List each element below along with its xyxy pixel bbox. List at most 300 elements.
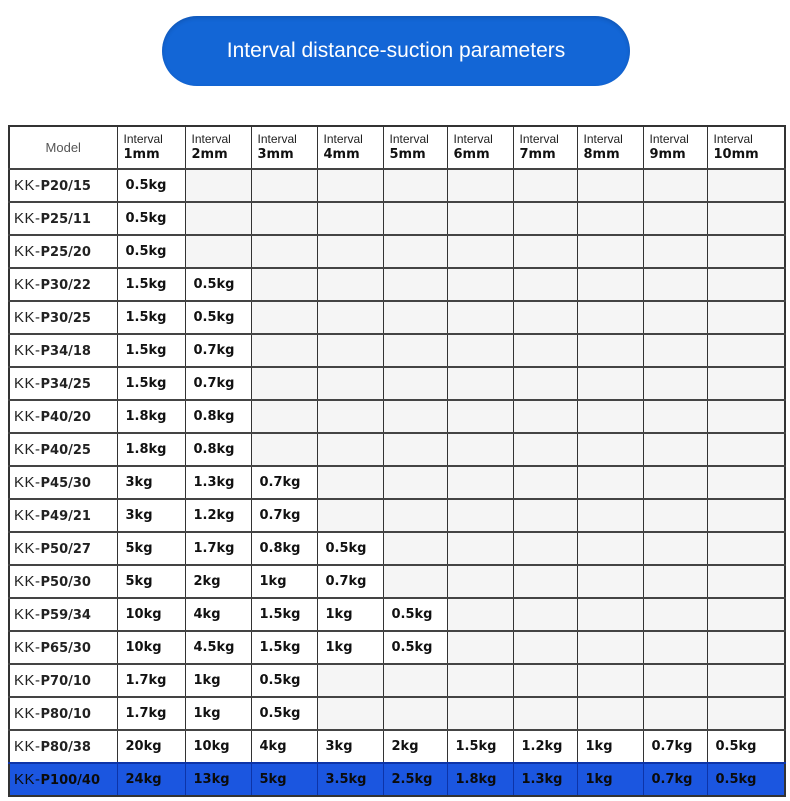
suction-value-cell [317,367,383,400]
suction-value-cell [251,334,317,367]
suction-value-cell [513,433,577,466]
suction-value: 0.7kg [651,739,693,754]
suction-value-cell [577,169,643,202]
model-prefix: KK- [14,606,41,623]
model-cell [9,367,117,400]
suction-value-cell [513,763,577,796]
suction-value-cell [383,565,447,598]
suction-value-cell [513,565,577,598]
model-name: P50/27 [40,542,91,557]
suction-value: 5kg [125,541,153,556]
suction-value-cell [317,301,383,334]
parameters-table [8,125,786,797]
suction-value: 1.5kg [259,640,301,655]
model-cell [9,433,117,466]
suction-value-cell [383,268,447,301]
interval-value: 6mm [453,147,490,162]
suction-value-cell [185,631,251,664]
model-name: P45/30 [40,476,91,491]
suction-value-cell [185,763,251,796]
suction-value-cell [383,730,447,763]
model-name: P20/15 [40,179,91,194]
suction-value-cell [251,235,317,268]
suction-value-cell [707,202,785,235]
suction-value-cell [447,301,513,334]
suction-value-cell [185,565,251,598]
suction-value-cell [251,433,317,466]
suction-value-cell [251,664,317,697]
model-prefix: KK- [14,540,41,557]
suction-value-cell [317,664,383,697]
model-prefix: KK- [14,375,41,392]
interval-value: 3mm [257,147,294,162]
model-name: P65/30 [40,641,91,656]
suction-value: 1.8kg [125,409,167,424]
suction-value: 1kg [585,739,613,754]
suction-value-cell [513,499,577,532]
suction-value-cell [317,334,383,367]
suction-value-cell [117,598,185,631]
suction-value-cell [643,631,707,664]
suction-value-cell [185,466,251,499]
suction-value-cell [447,565,513,598]
suction-value: 1kg [193,673,221,688]
model-prefix: KK- [14,408,41,425]
suction-value-cell [513,730,577,763]
suction-value-cell [251,598,317,631]
suction-value-cell [577,532,643,565]
suction-value: 0.5kg [391,640,433,655]
suction-value: 1.5kg [125,343,167,358]
suction-value-cell [643,499,707,532]
table-row [9,301,785,334]
suction-value-cell [317,466,383,499]
model-prefix: KK- [14,243,41,260]
model-prefix: KK- [14,738,41,755]
suction-value-cell [513,466,577,499]
suction-value-cell [251,400,317,433]
suction-value-cell [251,466,317,499]
suction-value-cell [513,631,577,664]
model-prefix: KK- [14,441,41,458]
table-row [9,400,785,433]
suction-value-cell [383,598,447,631]
suction-value-cell [707,697,785,730]
suction-value-cell [447,334,513,367]
model-prefix: KK- [14,309,41,326]
suction-value: 2.5kg [391,772,433,787]
suction-value-cell [251,367,317,400]
suction-value-cell [707,532,785,565]
model-name: P49/21 [40,509,91,524]
suction-value: 0.7kg [325,574,367,589]
suction-value: 0.7kg [651,772,693,787]
suction-value-cell [643,235,707,268]
table-row [9,235,785,268]
suction-value-cell [317,499,383,532]
table-header-row [9,126,785,169]
model-cell [9,697,117,730]
model-name: P80/10 [40,707,91,722]
page-title: Interval distance-suction parameters [162,16,630,86]
suction-value-cell [317,730,383,763]
model-prefix: KK- [14,276,41,293]
suction-value-cell [577,433,643,466]
suction-value-cell [447,268,513,301]
suction-value-cell [577,301,643,334]
suction-value-cell [317,433,383,466]
suction-value: 0.5kg [125,244,167,259]
suction-value-cell [707,631,785,664]
suction-value-cell [251,499,317,532]
model-cell [9,763,117,796]
model-cell [9,598,117,631]
suction-value: 1.8kg [125,442,167,457]
suction-value-cell [513,532,577,565]
model-name: P100/40 [40,773,101,788]
suction-value-cell [117,235,185,268]
suction-value: 2kg [193,574,221,589]
suction-value-cell [117,730,185,763]
interval-label: Interval [257,132,297,146]
suction-value-cell [447,664,513,697]
suction-value: 10kg [193,739,230,754]
suction-value: 4kg [259,739,287,754]
suction-value-cell [117,202,185,235]
suction-value-cell [117,532,185,565]
suction-value-cell [383,697,447,730]
interval-label: Interval [323,132,363,146]
suction-value-cell [185,367,251,400]
suction-value-cell [383,301,447,334]
suction-value-cell [707,433,785,466]
suction-value-cell [707,235,785,268]
model-cell [9,466,117,499]
suction-value-cell [251,730,317,763]
suction-value-cell [577,730,643,763]
model-name: P40/20 [40,410,91,425]
suction-value: 1.2kg [521,739,563,754]
interval-column-header [513,126,577,169]
suction-value: 1.3kg [193,475,235,490]
suction-value-cell [317,631,383,664]
suction-value-cell [513,301,577,334]
suction-value-cell [643,433,707,466]
suction-value-cell [643,466,707,499]
suction-value: 1kg [325,607,353,622]
suction-value-cell [447,202,513,235]
suction-value: 4kg [193,607,221,622]
suction-value: 2kg [391,739,419,754]
suction-value-cell [317,400,383,433]
interval-label: Interval [519,132,559,146]
suction-value: 1.5kg [455,739,497,754]
suction-value-cell [117,169,185,202]
suction-value-cell [577,466,643,499]
interval-column-header [317,126,383,169]
model-cell [9,235,117,268]
suction-value-cell [383,631,447,664]
suction-value: 1.5kg [125,376,167,391]
interval-column-header [383,126,447,169]
interval-label: Interval [389,132,429,146]
suction-value-cell [643,169,707,202]
suction-value-cell [447,499,513,532]
model-name: P80/38 [40,740,91,755]
model-name: P59/34 [40,608,91,623]
suction-value-cell [513,169,577,202]
suction-value-cell [185,499,251,532]
suction-value-cell [383,367,447,400]
interval-value: 7mm [519,147,556,162]
suction-value-cell [251,268,317,301]
suction-value-cell [707,664,785,697]
model-cell [9,664,117,697]
model-prefix: KK- [14,672,41,689]
suction-value-cell [317,235,383,268]
suction-value-cell [707,400,785,433]
suction-value-cell [317,697,383,730]
suction-value-cell [643,664,707,697]
suction-value-cell [707,169,785,202]
table-row [9,202,785,235]
suction-value: 1.2kg [193,508,235,523]
suction-value-cell [513,268,577,301]
suction-value: 0.5kg [193,310,235,325]
model-name: P70/10 [40,674,91,689]
suction-value: 20kg [125,739,162,754]
suction-value-cell [577,598,643,631]
suction-value-cell [707,763,785,796]
suction-value: 24kg [125,772,162,787]
interval-column-header [707,126,785,169]
suction-value-cell [577,565,643,598]
suction-value-cell [643,400,707,433]
suction-value-cell [577,697,643,730]
suction-value-cell [383,532,447,565]
suction-value-cell [185,235,251,268]
suction-value-cell [117,697,185,730]
suction-value-cell [185,664,251,697]
suction-value-cell [117,631,185,664]
table-body [9,169,785,796]
suction-value: 3kg [125,508,153,523]
model-name: P30/22 [40,278,91,293]
interval-column-header [643,126,707,169]
suction-value-cell [185,433,251,466]
suction-value: 0.5kg [715,739,757,754]
suction-value-cell [251,763,317,796]
suction-value-cell [251,202,317,235]
suction-value-cell [251,532,317,565]
suction-value-cell [185,598,251,631]
suction-value-cell [117,400,185,433]
suction-value: 13kg [193,772,230,787]
suction-value: 1.3kg [521,772,563,787]
suction-value-cell [447,466,513,499]
suction-value-cell [447,532,513,565]
model-name: P25/11 [40,212,91,227]
suction-value-cell [513,367,577,400]
suction-value: 0.5kg [325,541,367,556]
suction-value-cell [447,763,513,796]
suction-value-cell [383,664,447,697]
suction-value: 0.8kg [193,409,235,424]
suction-value: 1.5kg [259,607,301,622]
suction-value: 1kg [585,772,613,787]
suction-value-cell [185,301,251,334]
suction-value-cell [317,532,383,565]
suction-value: 0.8kg [259,541,301,556]
suction-value-cell [707,565,785,598]
suction-value: 3kg [125,475,153,490]
table-row [9,730,785,763]
model-cell [9,301,117,334]
suction-value-cell [317,565,383,598]
suction-value-cell [383,763,447,796]
suction-value: 0.8kg [193,442,235,457]
suction-value-cell [251,169,317,202]
table-row [9,433,785,466]
suction-value-cell [643,334,707,367]
suction-value: 10kg [125,640,162,655]
suction-value-cell [185,400,251,433]
model-prefix: KK- [14,342,41,359]
suction-value-cell [513,697,577,730]
suction-value: 0.7kg [259,475,301,490]
interval-column-header [251,126,317,169]
suction-value-cell [447,367,513,400]
suction-value-cell [707,334,785,367]
table-row [9,499,785,532]
suction-value-cell [185,169,251,202]
suction-value: 0.5kg [259,706,301,721]
suction-value-cell [383,400,447,433]
suction-value-cell [317,763,383,796]
suction-value-cell [447,631,513,664]
suction-value: 0.5kg [259,673,301,688]
suction-value-cell [117,664,185,697]
interval-label: Interval [583,132,623,146]
suction-value-cell [577,268,643,301]
suction-value-cell [513,235,577,268]
suction-value-cell [383,466,447,499]
interval-column-header [117,126,185,169]
suction-value: 1kg [259,574,287,589]
suction-value-cell [317,268,383,301]
interval-label: Interval [191,132,231,146]
suction-value-cell [383,169,447,202]
suction-value-cell [707,466,785,499]
suction-value-cell [513,334,577,367]
suction-value: 1.7kg [125,706,167,721]
interval-value: 8mm [583,147,620,162]
suction-value-cell [117,334,185,367]
suction-value-cell [447,697,513,730]
suction-value: 0.7kg [193,343,235,358]
table-row [9,169,785,202]
suction-value: 0.5kg [193,277,235,292]
suction-value: 1kg [325,640,353,655]
model-prefix: KK- [14,177,41,194]
suction-value-cell [185,730,251,763]
suction-value-cell [643,301,707,334]
suction-value: 1kg [193,706,221,721]
suction-value-cell [185,532,251,565]
suction-value-cell [707,301,785,334]
model-cell [9,532,117,565]
suction-value-cell [643,202,707,235]
suction-value: 1.7kg [193,541,235,556]
suction-value-cell [643,268,707,301]
model-cell [9,730,117,763]
table-row [9,367,785,400]
suction-value-cell [643,763,707,796]
suction-value-cell [185,334,251,367]
table-row [9,268,785,301]
model-name: P50/30 [40,575,91,590]
interval-value: 10mm [713,147,759,162]
suction-value-cell [643,598,707,631]
interval-column-header [185,126,251,169]
suction-value-cell [251,301,317,334]
model-prefix: KK- [14,771,41,788]
suction-value: 1.5kg [125,277,167,292]
model-name: P25/20 [40,245,91,260]
suction-value-cell [577,202,643,235]
suction-value-cell [447,235,513,268]
suction-value-cell [117,301,185,334]
suction-value: 0.5kg [391,607,433,622]
suction-value-cell [447,400,513,433]
suction-value-cell [577,367,643,400]
suction-value-cell [185,697,251,730]
table-row [9,697,785,730]
suction-value-cell [251,565,317,598]
suction-value: 5kg [259,772,287,787]
suction-value: 0.5kg [125,178,167,193]
model-cell [9,631,117,664]
model-prefix: KK- [14,705,41,722]
model-prefix: KK- [14,210,41,227]
suction-value-cell [383,334,447,367]
suction-value: 0.7kg [193,376,235,391]
model-cell [9,400,117,433]
model-prefix: KK- [14,474,41,491]
suction-value-cell [707,730,785,763]
interval-label: Interval [713,132,753,146]
suction-value-cell [117,433,185,466]
interval-label: Interval [123,132,163,146]
suction-value-cell [383,433,447,466]
suction-value-cell [383,499,447,532]
suction-value-cell [707,598,785,631]
model-cell [9,268,117,301]
suction-value-cell [117,466,185,499]
suction-value: 3kg [325,739,353,754]
model-column-header: Model [9,126,117,169]
suction-value-cell [577,334,643,367]
interval-value: 5mm [389,147,426,162]
suction-value-cell [643,730,707,763]
interval-value: 1mm [123,147,160,162]
model-name: P30/25 [40,311,91,326]
suction-value: 3.5kg [325,772,367,787]
table-row [9,466,785,499]
parameters-table-container [8,125,784,797]
suction-value-cell [577,499,643,532]
suction-value-cell [317,598,383,631]
